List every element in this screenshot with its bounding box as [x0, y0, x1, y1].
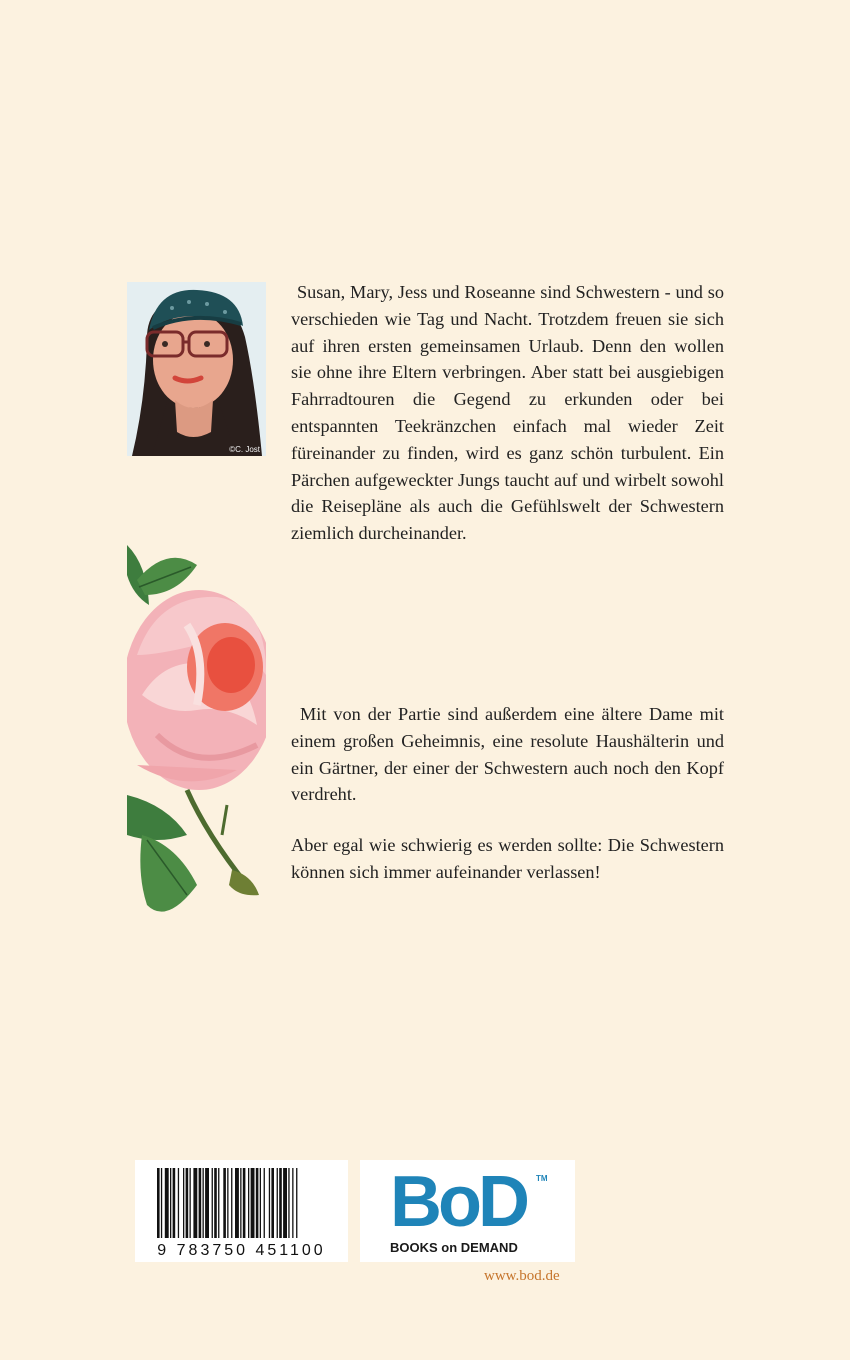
barcode-bar [251, 1168, 255, 1238]
barcode-bar [203, 1168, 204, 1238]
barcode-bar [223, 1168, 226, 1238]
barcode-bar [240, 1168, 241, 1238]
barcode-bar [260, 1168, 261, 1238]
blurb-paragraph-2: Mit von der Partie sind außerdem eine ältere Dame mit einem großen Geheimnis, eine resolute Haushälterin und ein Gärtner, der einer der Schwestern auch noch den Kopf verdreht. [291, 704, 724, 805]
bod-wordmark: BoD [390, 1162, 526, 1242]
barcode-bar [212, 1168, 213, 1238]
barcode-bar [183, 1168, 184, 1238]
barcode-bar [157, 1168, 160, 1238]
blurb-paragraph-1: Susan, Mary, Jess und Roseanne sind Schwestern - und so verschieden wie Tag und Nacht. Trotzdem freuen sie sich auf ihren ersten gemeinsamen Urlaub. Denn den wollen sie ohne ihre Eltern verbringen. Aber statt bei ausgiebigen Fahrradtouren die Gegend zu erkunden oder bei entspannten Teekränzchen einfach mal wieder Zeit füreinander zu finden, wird es ganz schön turbulent. Ein Pärchen aufgeweckter Jungs taucht auf und wirbelt sowohl die Reisepläne als auch die Gefühlswelt der Schwestern ziemlich durcheinander. [291, 282, 724, 544]
isbn-barcode [135, 1160, 348, 1262]
barcode-bar [186, 1168, 189, 1238]
barcode-bar [256, 1168, 259, 1238]
barcode-bar [205, 1168, 209, 1238]
barcode-bar [227, 1168, 228, 1238]
publisher-tagline: BOOKS on DEMAND [390, 1240, 518, 1255]
trademark-mark: TM [536, 1174, 548, 1183]
barcode-bar [199, 1168, 202, 1238]
author-portrait-image [127, 282, 266, 456]
barcode-bars [135, 1160, 348, 1240]
barcode-bar [235, 1168, 239, 1238]
barcode-bar [231, 1168, 232, 1238]
photo-credit: ©C. Jost [229, 445, 260, 454]
blurb-paragraph-3: Aber egal wie schwierig es werden sollte: Die Schwestern können sich immer aufeinander verlassen! [291, 835, 724, 882]
barcode-bar [292, 1168, 293, 1238]
barcode-bar [165, 1168, 169, 1238]
barcode-bar [161, 1168, 162, 1238]
author-photo [127, 282, 266, 456]
barcode-bar [218, 1168, 219, 1238]
barcode-bar [283, 1168, 287, 1238]
publisher-logo [360, 1160, 575, 1262]
barcode-bar [193, 1168, 197, 1238]
barcode-bar [243, 1168, 246, 1238]
barcode-bar [296, 1168, 297, 1238]
barcode-bar [277, 1168, 278, 1238]
rose-illustration [127, 535, 266, 920]
isbn-number: 9 783750 451100 [157, 1242, 326, 1259]
barcode-bar [214, 1168, 217, 1238]
barcode-bar [264, 1168, 265, 1238]
barcode-bar [170, 1168, 171, 1238]
barcode-bar [279, 1168, 282, 1238]
barcode-bar [190, 1168, 191, 1238]
rose-image [127, 535, 266, 920]
publisher-url[interactable]: www.bod.de [484, 1268, 560, 1284]
barcode-bar [248, 1168, 249, 1238]
barcode-bar [178, 1168, 179, 1238]
barcode-bar [271, 1168, 274, 1238]
barcode-bar [288, 1168, 289, 1238]
barcode-bar [173, 1168, 176, 1238]
barcode-bar [269, 1168, 270, 1238]
